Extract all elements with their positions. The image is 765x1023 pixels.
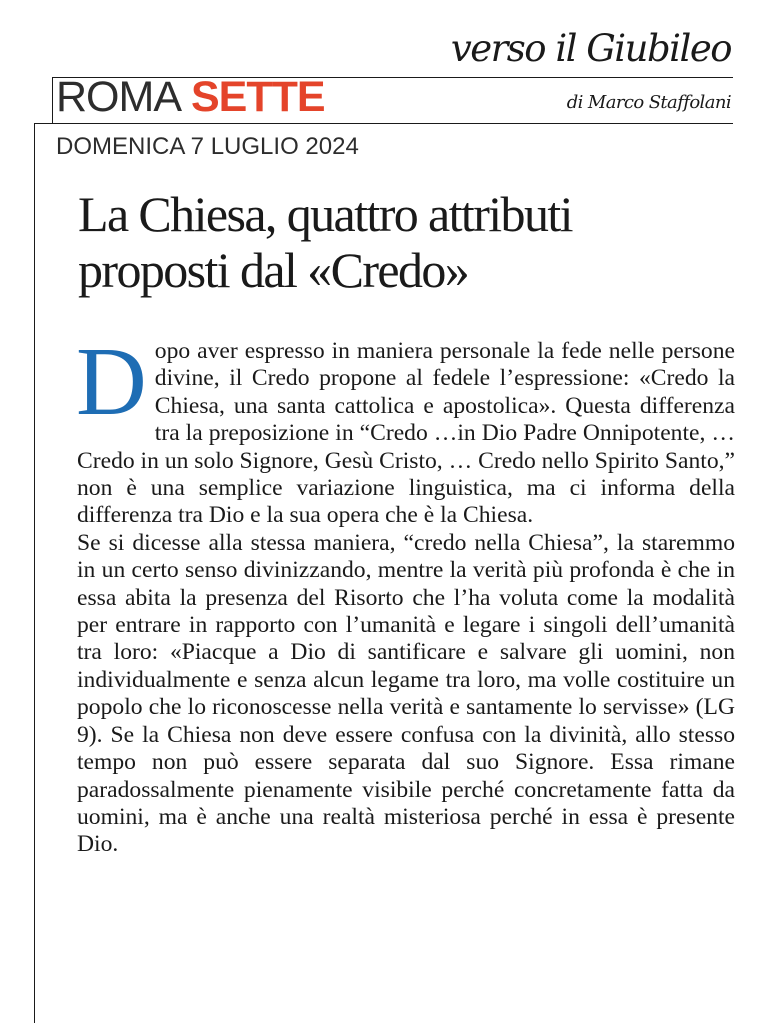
issue-date: DOMENICA 7 LUGLIO 2024	[56, 133, 359, 160]
author-byline: di Marco Staffolani	[566, 92, 731, 113]
drop-cap: D	[76, 328, 147, 436]
headline-line-2: proposti dal «Credo»	[78, 242, 469, 298]
article-body	[76, 328, 735, 859]
section-rubric: verso il Giubileo	[450, 27, 731, 70]
headline-line-1: La Chiesa, quattro attributi	[78, 186, 572, 242]
masthead-roma: ROMA	[56, 73, 181, 121]
paragraph-1-text: opo aver espresso in maniera personale la fede nelle persone divine, il Credo propone al fedele l’espressione: «Credo la Chiesa, una santa cattolica e apostolica». Questa differenza tra la preposizione in “Credo …in Dio Padre Onnipotente, … Credo in un solo Signore, Gesù Cristo, … Credo nello Spirito Santo,” non è una semplice variazione linguistica, ma ci informa della differenza tra Dio e la sua opera che è la Chiesa.	[77, 338, 735, 529]
paragraph-2: Se si dicesse alla stessa maniera, “credo nella Chiesa”, la staremmo in un certo senso divinizzando, mentre la verità più profonda è che in essa abita la presenza del Risorto che l’ha voluta come la modalità per entrare in rapporto con l’umanità e legare i singoli dell’umanità tra loro: «Piacque a Dio di santificare e salvare gli uomini, non individualmente e senza alcun legame tra loro, ma volle costituire un popolo che lo riconoscesse nella verità e santamente lo servisse» (LG 9). Se la Chiesa non deve essere confusa con la divinità, allo stesso tempo non può essere separata dal suo Signore. Essa rimane paradossalmente pienamente visibile perché concretamente fatta da uomini, ma è anche una realtà misteriosa perché in essa è presente Dio.	[77, 529, 735, 858]
header-rule-vertical	[52, 77, 53, 123]
masthead-logo	[56, 73, 325, 121]
masthead-sette: SETTE	[191, 73, 325, 121]
paragraph-1	[76, 328, 735, 530]
page-frame-left-rule	[34, 123, 35, 1023]
header-rule-middle	[34, 123, 733, 124]
article-headline	[78, 186, 738, 298]
